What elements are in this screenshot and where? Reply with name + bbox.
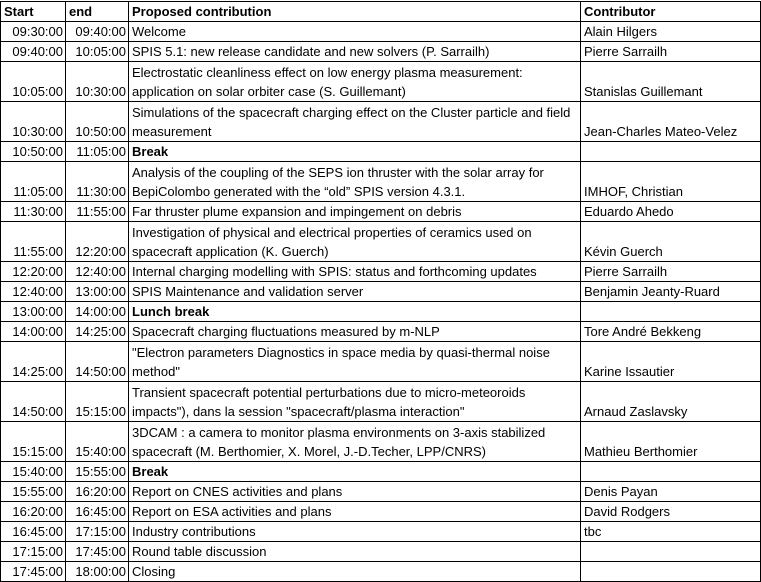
end-time-cell: 10:50:00 [66,102,129,142]
contribution-cell: Internal charging modelling with SPIS: status and forthcoming updates [129,262,581,282]
contributor-cell: Denis Payan [581,482,761,502]
start-time-cell: 11:55:00 [1,222,66,262]
contribution-cell: Break [129,142,581,162]
table-row [1,482,761,502]
contributor-cell: Jean-Charles Mateo-Velez [581,102,761,142]
end-time-cell: 15:55:00 [66,462,129,482]
start-time-cell: 14:25:00 [1,342,66,382]
end-time-cell: 16:20:00 [66,482,129,502]
start-time-cell: 13:00:00 [1,302,66,322]
contribution-cell: Industry contributions [129,522,581,542]
start-time-cell: 14:00:00 [1,322,66,342]
header-row [1,2,761,22]
table-row [1,142,761,162]
start-time-cell: 17:45:00 [1,562,66,582]
contribution-cell: Report on CNES activities and plans [129,482,581,502]
contribution-cell: Round table discussion [129,542,581,562]
end-time-cell: 16:45:00 [66,502,129,522]
start-time-cell: 16:20:00 [1,502,66,522]
table-row [1,342,761,382]
table-row [1,462,761,482]
contribution-cell: Welcome [129,22,581,42]
contributor-cell: Benjamin Jeanty-Ruard [581,282,761,302]
table-row [1,302,761,322]
contributor-cell: Stanislas Guillemant [581,62,761,102]
end-time-cell: 14:50:00 [66,342,129,382]
start-time-cell: 16:45:00 [1,522,66,542]
table-row [1,62,761,102]
contributor-cell: Eduardo Ahedo [581,202,761,222]
agenda-table [0,1,761,582]
start-time-cell: 09:40:00 [1,42,66,62]
header-contributor: Contributor [581,2,761,22]
contribution-cell: 3DCAM : a camera to monitor plasma environments on 3-axis stabilized spacecraft (M. Berthomier, X. Morel, J.-D.Techer, LPP/CNRS) [129,422,581,462]
start-time-cell: 10:05:00 [1,62,66,102]
contributor-cell [581,542,761,562]
end-time-cell: 13:00:00 [66,282,129,302]
contribution-cell: SPIS Maintenance and validation server [129,282,581,302]
table-row [1,382,761,422]
contribution-cell: Investigation of physical and electrical properties of ceramics used on spacecraft application (K. Guerch) [129,222,581,262]
contribution-cell: Analysis of the coupling of the SEPS ion thruster with the solar array for BepiColombo generated with the “old” SPIS version 4.3.1. [129,162,581,202]
end-time-cell: 10:30:00 [66,62,129,102]
contribution-cell: "Electron parameters Diagnostics in space media by quasi-thermal noise method" [129,342,581,382]
contributor-cell: Arnaud Zaslavsky [581,382,761,422]
table-row [1,322,761,342]
contribution-cell: Transient spacecraft potential perturbations due to micro-meteoroids impacts"), dans la session "spacecraft/plasma interaction" [129,382,581,422]
header-contribution: Proposed contribution [129,2,581,22]
table-row [1,562,761,582]
end-time-cell: 17:15:00 [66,522,129,542]
contributor-cell: Alain Hilgers [581,22,761,42]
start-time-cell: 10:30:00 [1,102,66,142]
header-end: end [66,2,129,22]
contribution-cell: Spacecraft charging fluctuations measured by m-NLP [129,322,581,342]
agenda-body [1,22,761,582]
contributor-cell [581,142,761,162]
start-time-cell: 12:20:00 [1,262,66,282]
contributor-cell: Pierre Sarrailh [581,42,761,62]
contribution-cell: Closing [129,562,581,582]
contributor-cell: Tore André Bekkeng [581,322,761,342]
start-time-cell: 11:30:00 [1,202,66,222]
table-row [1,422,761,462]
end-time-cell: 11:05:00 [66,142,129,162]
table-row [1,282,761,302]
end-time-cell: 14:00:00 [66,302,129,322]
end-time-cell: 10:05:00 [66,42,129,62]
contributor-cell: Mathieu Berthomier [581,422,761,462]
start-time-cell: 12:40:00 [1,282,66,302]
contributor-cell: IMHOF, Christian [581,162,761,202]
end-time-cell: 12:20:00 [66,222,129,262]
end-time-cell: 12:40:00 [66,262,129,282]
contribution-cell: Break [129,462,581,482]
start-time-cell: 09:30:00 [1,22,66,42]
end-time-cell: 15:40:00 [66,422,129,462]
table-row [1,522,761,542]
contribution-cell: Report on ESA activities and plans [129,502,581,522]
start-time-cell: 11:05:00 [1,162,66,202]
contribution-cell: SPIS 5.1: new release candidate and new solvers (P. Sarrailh) [129,42,581,62]
end-time-cell: 14:25:00 [66,322,129,342]
contribution-cell: Lunch break [129,302,581,322]
start-time-cell: 17:15:00 [1,542,66,562]
contributor-cell [581,562,761,582]
table-row [1,502,761,522]
table-row [1,222,761,262]
contribution-cell: Electrostatic cleanliness effect on low energy plasma measurement: application on solar orbiter case (S. Guillemant) [129,62,581,102]
table-row [1,202,761,222]
contributor-cell [581,462,761,482]
contributor-cell: David Rodgers [581,502,761,522]
end-time-cell: 17:45:00 [66,542,129,562]
start-time-cell: 14:50:00 [1,382,66,422]
table-row [1,542,761,562]
header-start: Start [1,2,66,22]
contributor-cell: Kévin Guerch [581,222,761,262]
table-row [1,162,761,202]
contributor-cell: tbc [581,522,761,542]
start-time-cell: 15:40:00 [1,462,66,482]
end-time-cell: 11:30:00 [66,162,129,202]
end-time-cell: 15:15:00 [66,382,129,422]
contribution-cell: Simulations of the spacecraft charging effect on the Cluster particle and field measurement [129,102,581,142]
table-row [1,22,761,42]
table-row [1,262,761,282]
end-time-cell: 18:00:00 [66,562,129,582]
contributor-cell [581,302,761,322]
end-time-cell: 09:40:00 [66,22,129,42]
table-row [1,102,761,142]
start-time-cell: 15:55:00 [1,482,66,502]
table-row [1,42,761,62]
start-time-cell: 15:15:00 [1,422,66,462]
contributor-cell: Karine Issautier [581,342,761,382]
contributor-cell: Pierre Sarrailh [581,262,761,282]
start-time-cell: 10:50:00 [1,142,66,162]
end-time-cell: 11:55:00 [66,202,129,222]
contribution-cell: Far thruster plume expansion and impingement on debris [129,202,581,222]
